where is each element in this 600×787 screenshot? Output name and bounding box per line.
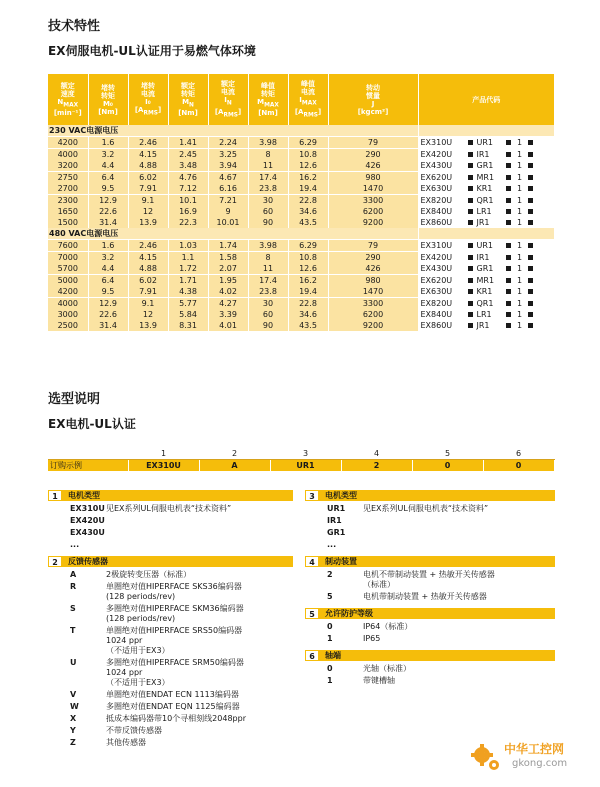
- spec-cell: 1.41: [168, 137, 208, 149]
- logo-url: gkong.com: [512, 758, 568, 769]
- option-block-header: 6 轴端: [305, 650, 555, 661]
- option-row: 0 IP64（标准）: [327, 622, 413, 631]
- order-example-value: EX310U: [128, 460, 199, 472]
- spec-cell: 6.16: [208, 183, 248, 195]
- spec-col-header: 额定 转矩 $M_N$ [Nm]: [168, 74, 208, 125]
- spec-cell: 22.8: [288, 298, 328, 310]
- option-block-header: 4 制动装置: [305, 556, 555, 567]
- spec-col-header: 堵转 转矩 M₀ [Nm]: [88, 74, 128, 125]
- spec-cell: 6.4: [88, 172, 128, 184]
- option-row: UR1 见EX系列UL伺服电机表“技术资料”: [327, 504, 489, 513]
- spec-cell: 4.15: [128, 149, 168, 161]
- option-row: Y 不带反馈传感器: [70, 726, 162, 735]
- spec-cell: 1650: [48, 206, 88, 217]
- order-position-number: 2: [199, 448, 270, 460]
- spec-cell: 8: [248, 149, 288, 161]
- spec-row: [48, 286, 554, 298]
- spec-cell: 6200: [328, 206, 418, 217]
- spec-cell: 22.3: [168, 217, 208, 228]
- spec-cell: 2750: [48, 172, 88, 184]
- spec-cell: 4000: [48, 298, 88, 310]
- spec-cell: 1.1: [168, 252, 208, 264]
- right-option-blocks: [305, 490, 555, 688]
- product-code: EX620U MR1 1: [418, 275, 554, 287]
- option-row: EX420U: [70, 516, 105, 525]
- option-row: 1 带键槽轴: [327, 676, 395, 685]
- spec-cell: 12.9: [88, 298, 128, 310]
- spec-cell: 16.2: [288, 275, 328, 287]
- spec-cell: 4.67: [208, 172, 248, 184]
- spec-cell: 1.72: [168, 263, 208, 275]
- spec-cell: 60: [248, 309, 288, 320]
- spec-cell: 290: [328, 149, 418, 161]
- spec-cell: 4200: [48, 286, 88, 298]
- spec-row: [48, 160, 554, 172]
- option-row: ...: [70, 540, 80, 549]
- spec-cell: 17.4: [248, 172, 288, 184]
- spec-cell: 3000: [48, 309, 88, 320]
- product-code: EX630U KR1 1: [418, 183, 554, 195]
- gear-icon: [471, 744, 499, 770]
- spec-cell: 2.46: [128, 240, 168, 252]
- spec-cell: 3200: [48, 160, 88, 172]
- spec-cell: 7600: [48, 240, 88, 252]
- spec-cell: 31.4: [88, 217, 128, 228]
- order-example-value: 0: [412, 460, 483, 472]
- spec-cell: 1.6: [88, 137, 128, 149]
- spec-table: [48, 74, 554, 331]
- spec-cell: 1.58: [208, 252, 248, 264]
- spec-cell: 4.02: [208, 286, 248, 298]
- spec-row: [48, 206, 554, 217]
- product-code: EX620U MR1 1: [418, 172, 554, 184]
- spec-cell: 426: [328, 263, 418, 275]
- spec-row: [48, 195, 554, 207]
- spec-cell: 4.38: [168, 286, 208, 298]
- order-example-value: UR1: [270, 460, 341, 472]
- spec-cell: 9: [208, 206, 248, 217]
- spec-cell: 3300: [328, 195, 418, 207]
- spec-row: [48, 137, 554, 149]
- spec-cell: 23.8: [248, 183, 288, 195]
- spec-cell: 9.1: [128, 298, 168, 310]
- spec-row: [48, 298, 554, 310]
- spec-cell: 1470: [328, 183, 418, 195]
- spec-col-header: 峰值 电流 $I_{MAX}$ $[A_{RMS}]$: [288, 74, 328, 125]
- spec-cell: 17.4: [248, 275, 288, 287]
- option-row: EX310U 见EX系列UL伺服电机表“技术资料”: [70, 504, 232, 513]
- spec-cell: 980: [328, 172, 418, 184]
- spec-cell: 4200: [48, 137, 88, 149]
- spec-cell: 16.2: [288, 172, 328, 184]
- spec-cell: 30: [248, 298, 288, 310]
- spec-cell: 11: [248, 263, 288, 275]
- spec-row: [48, 217, 554, 228]
- spec-cell: 1.03: [168, 240, 208, 252]
- spec-cell: 5.77: [168, 298, 208, 310]
- order-position-number: 3: [270, 448, 341, 460]
- spec-row: [48, 309, 554, 320]
- order-example-table: [48, 448, 555, 471]
- option-block-header: 1 电机类型: [48, 490, 293, 501]
- product-code-header: 产品代码: [418, 74, 554, 125]
- option-row: Z 其他传感器: [70, 738, 146, 747]
- spec-cell: 10.8: [288, 149, 328, 161]
- spec-cell: 90: [248, 320, 288, 331]
- spec-cell: 8: [248, 252, 288, 264]
- option-row: U 多圈绝对值HIPERFACE SRM50编码器 1024 ppr （不适用于EX3）: [70, 658, 244, 687]
- spec-cell: 6.4: [88, 275, 128, 287]
- spec-cell: 12.6: [288, 263, 328, 275]
- spec-row: [48, 320, 554, 331]
- spec-cell: 7000: [48, 252, 88, 264]
- product-code: EX820U QR1 1: [418, 195, 554, 207]
- spec-cell: 1470: [328, 286, 418, 298]
- spec-cell: 79: [328, 240, 418, 252]
- spec-cell: 9.5: [88, 183, 128, 195]
- spec-col-header: 峰值 转矩 $M_{MAX}$ [Nm]: [248, 74, 288, 125]
- spec-cell: 79: [328, 137, 418, 149]
- spec-cell: 2.46: [128, 137, 168, 149]
- spec-cell: 4.88: [128, 263, 168, 275]
- spec-cell: 34.6: [288, 206, 328, 217]
- option-row: EX430U: [70, 528, 105, 537]
- spec-cell: 6200: [328, 309, 418, 320]
- option-row: ...: [327, 540, 337, 549]
- spec-cell: 3300: [328, 298, 418, 310]
- option-row: A 2极旋转变压器（标准）: [70, 570, 192, 579]
- product-code: EX430U GR1 1: [418, 263, 554, 275]
- spec-cell: 2.45: [168, 149, 208, 161]
- spec-cell: 23.8: [248, 286, 288, 298]
- spec-cell: 6.29: [288, 240, 328, 252]
- spec-cell: 6.02: [128, 172, 168, 184]
- spec-row: [48, 149, 554, 161]
- option-row: W 多圈绝对值ENDAT EQN 1125编码器: [70, 702, 240, 711]
- order-example-value: 0: [483, 460, 554, 472]
- spec-cell: 22.8: [288, 195, 328, 207]
- order-position-number: 1: [128, 448, 199, 460]
- spec-cell: 3.98: [248, 137, 288, 149]
- option-row: IR1: [327, 516, 342, 525]
- spec-cell: 13.9: [128, 320, 168, 331]
- product-code: EX840U LR1 1: [418, 309, 554, 320]
- spec-row: [48, 172, 554, 184]
- spec-cell: 3.94: [208, 160, 248, 172]
- spec-cell: 16.9: [168, 206, 208, 217]
- product-code: EX310U UR1 1: [418, 240, 554, 252]
- spec-cell: 90: [248, 217, 288, 228]
- order-example-value: 2: [341, 460, 412, 472]
- spec-cell: 11: [248, 160, 288, 172]
- spec-cell: 6.29: [288, 137, 328, 149]
- spec-cell: 12: [128, 309, 168, 320]
- spec-cell: 34.6: [288, 309, 328, 320]
- option-row: 5 电机带制动装置 + 热敏开关传感器: [327, 592, 487, 601]
- voltage-section-label: 480 VAC电源电压: [48, 228, 418, 240]
- voltage-section-label: 230 VAC电源电压: [48, 125, 418, 137]
- spec-cell: 4.88: [128, 160, 168, 172]
- spec-cell: 4.76: [168, 172, 208, 184]
- spec-col-header: 转动 惯量 J [kgcm²]: [328, 74, 418, 125]
- spec-cell: 6.02: [128, 275, 168, 287]
- spec-cell: 3.98: [248, 240, 288, 252]
- spec-cell: 30: [248, 195, 288, 207]
- option-row: T 单圈绝对值HIPERFACE SRS50编码器 1024 ppr （不适用于EX3）: [70, 626, 243, 655]
- left-option-blocks: [48, 490, 293, 750]
- spec-cell: 2.07: [208, 263, 248, 275]
- spec-cell: 9200: [328, 217, 418, 228]
- logo-text: 中华工控网: [504, 742, 565, 756]
- option-row: V 单圈绝对值ENDAT ECN 1113编码器: [70, 690, 239, 699]
- option-row: S 多圈绝对值HIPERFACE SKM36编码器 (128 periods/rev): [70, 604, 244, 623]
- order-example-label: 订购示例: [48, 460, 128, 472]
- option-block-header: 5 允许防护等级: [305, 608, 555, 619]
- spec-cell: 43.5: [288, 217, 328, 228]
- option-row: R 单圈绝对值HIPERFACE SKS36编码器 (128 periods/rev): [70, 582, 242, 601]
- product-code: EX310U UR1 1: [418, 137, 554, 149]
- option-block-header: 3 电机类型: [305, 490, 555, 501]
- spec-cell: 5000: [48, 275, 88, 287]
- product-code: EX840U LR1 1: [418, 206, 554, 217]
- section-subtitle: EX伺服电机-UL认证用于易燃气体环境: [48, 44, 256, 58]
- select-subtitle: EX电机-UL认证: [48, 417, 136, 431]
- option-row: GR1: [327, 528, 346, 537]
- spec-cell: 3.25: [208, 149, 248, 161]
- spec-cell: 1.71: [168, 275, 208, 287]
- option-row: 0 光轴（标准）: [327, 664, 411, 673]
- spec-cell: 2500: [48, 320, 88, 331]
- spec-cell: 60: [248, 206, 288, 217]
- spec-cell: 426: [328, 160, 418, 172]
- spec-cell: 5700: [48, 263, 88, 275]
- spec-cell: 3.48: [168, 160, 208, 172]
- spec-cell: 3.2: [88, 149, 128, 161]
- spec-cell: 5.84: [168, 309, 208, 320]
- spec-cell: 2300: [48, 195, 88, 207]
- spec-cell: 4.01: [208, 320, 248, 331]
- spec-row: [48, 240, 554, 252]
- order-position-number: 5: [412, 448, 483, 460]
- spec-row: [48, 275, 554, 287]
- product-code: EX860U JR1 1: [418, 217, 554, 228]
- spec-col-header: 堵转 电流 I₀ $[A_{RMS}]$: [128, 74, 168, 125]
- spec-col-header: 额定 电流 $I_N$ $[A_{RMS}]$: [208, 74, 248, 125]
- spec-cell: 7.91: [128, 286, 168, 298]
- order-position-number: 6: [483, 448, 554, 460]
- product-code: EX860U JR1 1: [418, 320, 554, 331]
- option-block-header: 2 反馈传感器: [48, 556, 293, 567]
- spec-cell: 4.4: [88, 160, 128, 172]
- spec-cell: 980: [328, 275, 418, 287]
- spec-cell: 1.74: [208, 240, 248, 252]
- spec-cell: 4000: [48, 149, 88, 161]
- spec-cell: 2.24: [208, 137, 248, 149]
- product-code: EX820U QR1 1: [418, 298, 554, 310]
- spec-cell: 290: [328, 252, 418, 264]
- spec-cell: 4.15: [128, 252, 168, 264]
- spec-cell: 1500: [48, 217, 88, 228]
- spec-cell: 3.39: [208, 309, 248, 320]
- spec-cell: 9.1: [128, 195, 168, 207]
- spec-cell: 8.31: [168, 320, 208, 331]
- spec-cell: 1.95: [208, 275, 248, 287]
- spec-cell: 7.21: [208, 195, 248, 207]
- spec-cell: 10.1: [168, 195, 208, 207]
- spec-cell: 12.9: [88, 195, 128, 207]
- spec-cell: 1.6: [88, 240, 128, 252]
- gkong-logo: [470, 733, 595, 779]
- order-position-number: 4: [341, 448, 412, 460]
- spec-cell: 4.27: [208, 298, 248, 310]
- spec-cell: 7.91: [128, 183, 168, 195]
- spec-cell: 3.2: [88, 252, 128, 264]
- option-row: X 抵成本编码器带10个寻相刻线2048ppr: [70, 714, 246, 723]
- spec-cell: 13.9: [128, 217, 168, 228]
- spec-cell: 12.6: [288, 160, 328, 172]
- spec-cell: 2700: [48, 183, 88, 195]
- product-code: EX420U IR1 1: [418, 149, 554, 161]
- spec-cell: 4.4: [88, 263, 128, 275]
- page-title: 技术特性: [48, 19, 101, 34]
- option-row: 2 电机不带制动装置 + 热敏开关传感器 （标准）: [327, 570, 495, 589]
- product-code: EX630U KR1 1: [418, 286, 554, 298]
- spec-cell: 19.4: [288, 183, 328, 195]
- spec-cell: 22.6: [88, 206, 128, 217]
- spec-cell: 9200: [328, 320, 418, 331]
- product-code: EX420U IR1 1: [418, 252, 554, 264]
- spec-row: [48, 263, 554, 275]
- order-example-value: A: [199, 460, 270, 472]
- spec-cell: 7.12: [168, 183, 208, 195]
- spec-row: [48, 252, 554, 264]
- spec-cell: 22.6: [88, 309, 128, 320]
- spec-cell: 10.8: [288, 252, 328, 264]
- product-code: EX430U GR1 1: [418, 160, 554, 172]
- option-row: 1 IP65: [327, 634, 381, 643]
- spec-col-header: 额定 速度 $N_{MAX}$ [min⁻¹]: [48, 74, 88, 125]
- spec-cell: 12: [128, 206, 168, 217]
- select-title: 选型说明: [48, 392, 101, 407]
- spec-row: [48, 183, 554, 195]
- spec-cell: 43.5: [288, 320, 328, 331]
- spec-cell: 9.5: [88, 286, 128, 298]
- spec-cell: 31.4: [88, 320, 128, 331]
- spec-cell: 19.4: [288, 286, 328, 298]
- spec-cell: 10.01: [208, 217, 248, 228]
